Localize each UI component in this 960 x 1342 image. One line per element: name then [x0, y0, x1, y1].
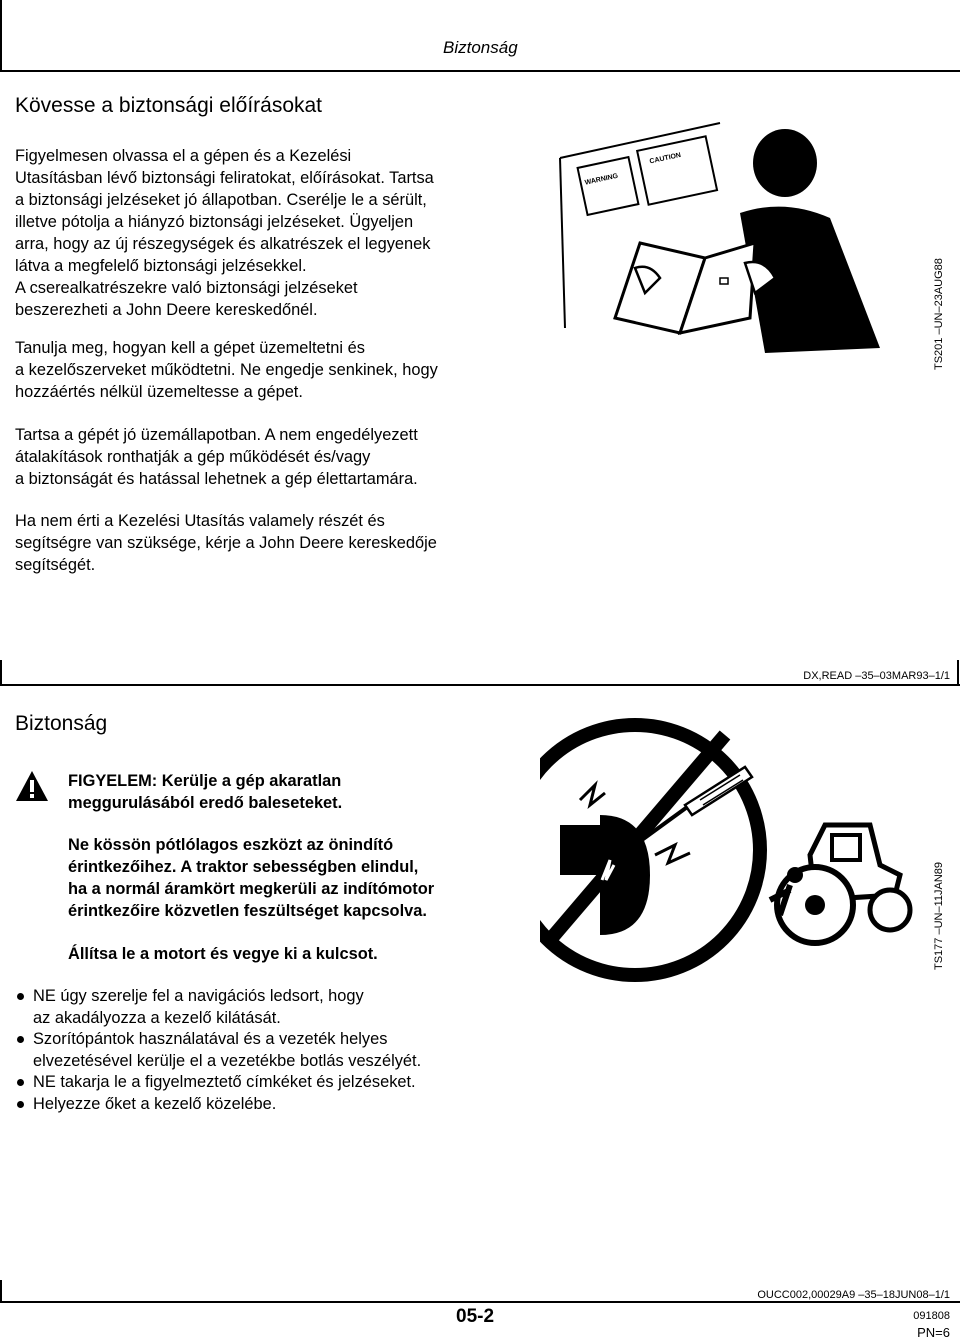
illustration-no-bypass-start [540, 705, 920, 995]
warning-heading: FIGYELEM: Kerülje a gép akaratlan meggurulásából eredő baleseteket. [68, 772, 343, 812]
image-code-ts177: TS177 –UN–11JAN89 [933, 861, 945, 970]
footer-doc-code: 091808 [913, 1310, 950, 1322]
section1-bottom-rule-right [957, 660, 959, 684]
page-number: 05-2 [456, 1306, 495, 1327]
top-left-border [0, 0, 2, 70]
image-code-ts201: TS201 –UN–23AUG88 [933, 258, 945, 370]
caution-decal [637, 136, 717, 204]
caution-decal-label: CAUTION [649, 151, 682, 166]
tractor-icon [770, 825, 910, 943]
section-divider [0, 684, 960, 686]
warning-decal-label: WARNING [584, 172, 619, 187]
page-header-title: Biztonság [443, 38, 518, 57]
header-rule [0, 70, 960, 72]
warning-action: Állítsa le a motort és vegye ki a kulcsot. [68, 945, 378, 963]
list-item: NE takarja le a figyelmeztető címkéket és jelzéseket. [15, 1072, 535, 1094]
warning-triangle-icon [15, 770, 49, 802]
warning-decal [578, 157, 639, 215]
bullet-dot-icon [17, 1079, 24, 1086]
section2-ref-code: OUCC002,00029A9 –35–18JUN08–1/1 [757, 1289, 950, 1301]
warning-body: Ne kössön pótlólagos eszközt az önindító érintkezőihez. A traktor sebességben elindul, ha a normál áramkört megkerüli az indítómotor érintkezőire közvetlen feszültséget kapcsolva. [68, 836, 435, 920]
paragraph-maintain-machine: Tartsa a gépét jó üzemállapotban. A nem engedélyezett átalakítások ronthatják a gép működését és/vagy a biztonságát és hatással lehetnek a gép élettartamára. [15, 426, 418, 488]
footer-pn: PN=6 [917, 1325, 950, 1340]
bottom-rule [0, 1301, 960, 1303]
spark-icon [655, 845, 690, 863]
bullet-dot-icon [17, 1036, 24, 1043]
list-item: Szorítópántok használatával és a vezeték helyes elvezetésével kerülje el a vezetékbe botlás veszélyét. [15, 1029, 535, 1072]
section-title-safety: Biztonság [15, 712, 108, 735]
spark-icon [580, 785, 605, 805]
bullet-dot-icon [17, 1101, 24, 1108]
illustration-reading-manual [540, 118, 920, 373]
section-title-follow-safety: Kövesse a biztonsági előírásokat [15, 94, 323, 117]
list-item: Helyezze őket a kezelő közelébe. [15, 1094, 535, 1116]
bullet-dot-icon [17, 993, 24, 1000]
bottom-rule-left-tick [0, 1280, 2, 1302]
section1-ref-code: DX,READ –35–03MAR93–1/1 [803, 670, 950, 682]
list-item: NE úgy szerelje fel a navigációs ledsort, hogy az akadályozza a kezelő kilátását. [15, 986, 535, 1029]
safety-bullet-list [15, 986, 535, 1115]
paragraph-read-signs: Figyelmesen olvassa el a gépen és a Kezelési Utasításban lévő biztonsági feliratokat, előírásokat. Tartsa a biztonsági jelzéseket jó állapotban. Cserélje le a sérült, illetve pótolja a hiányzó biztonsági jelzéseket. Ügyeljen arra, hogy az új részegységek és alkatrészek el legyenek látva a megfelelő biztonsági jelzésekkel. A cserealkatrészekre való biztonsági jelzéseket beszerezheti a John Deere kereskedőnél. [15, 147, 434, 319]
section1-bottom-rule-left [0, 660, 2, 684]
person-head [753, 129, 817, 197]
paragraph-learn-operation: Tanulja meg, hogyan kell a gépet üzemeltetni és a kezelőszerveket működtetni. Ne engedje senkinek, hogy hozzáértés nélkül üzemeltesse a gépet. [15, 339, 438, 401]
paragraph-ask-dealer: Ha nem érti a Kezelési Utasítás valamely részét és segítségre van szüksége, kérje a John Deere kereskedője segítségét. [15, 512, 437, 574]
